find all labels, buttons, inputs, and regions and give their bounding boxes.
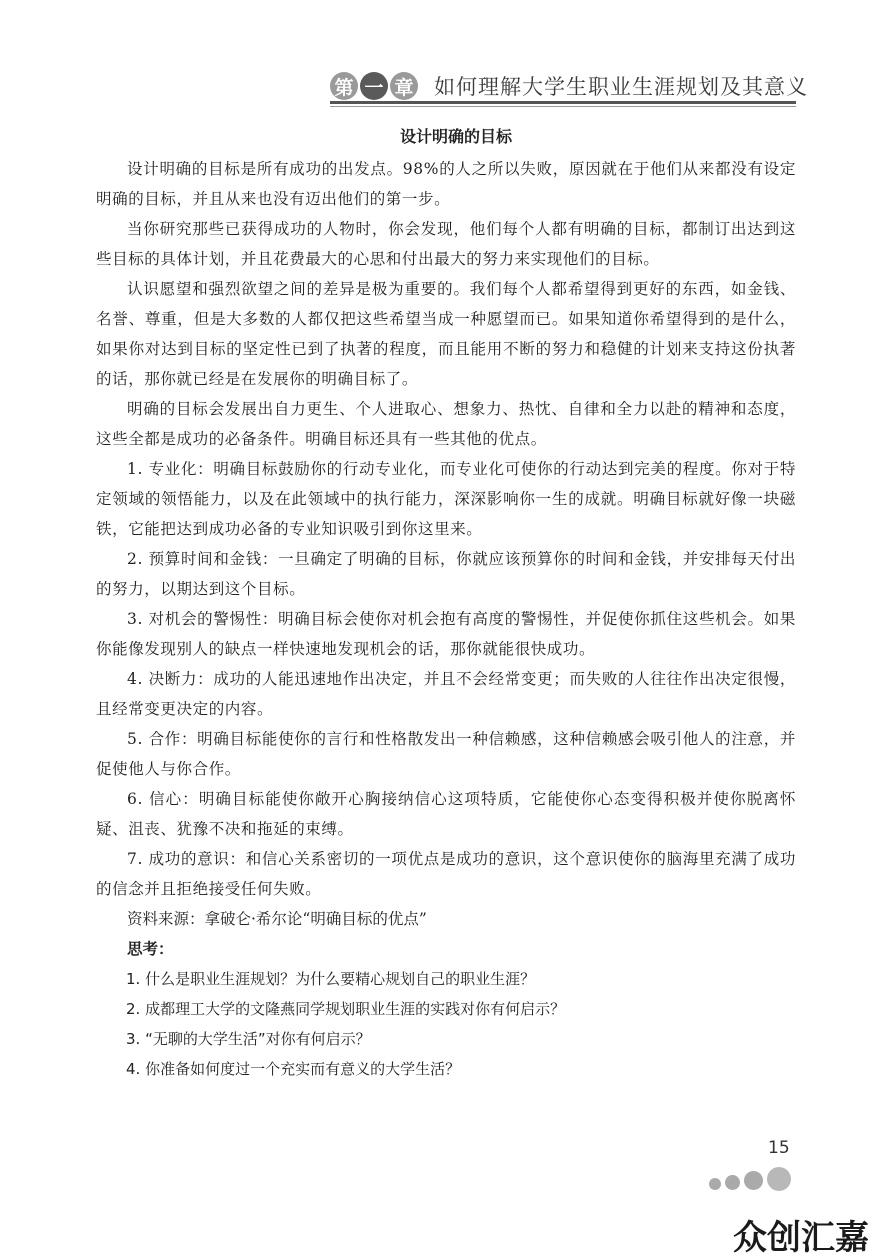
decorative-dots — [709, 1166, 799, 1194]
dot-decoration — [725, 1175, 740, 1190]
source-citation: 资料来源：拿破仑·希尔论“明确目标的优点” — [127, 910, 427, 928]
page-body — [96, 118, 796, 1084]
list-item: 5. 合作：明确目标能使你的言行和性格散发出一种信赖感，这种信赖感会吸引他人的注意，并促使他人与你合作。 — [96, 730, 796, 778]
question-item: 1. 什么是职业生涯规划？为什么要精心规划自己的职业生涯？ — [126, 970, 536, 988]
section-title: 设计明确的目标 — [399, 127, 512, 146]
list-item: 1. 专业化：明确目标鼓励你的行动专业化，而专业化可使你的行动达到完美的程度。你对于特定领域的领悟能力，以及在此领域中的执行能力，深深影响你一生的成就。明确目标就好像一块磁铁，它能把达到成功必备的专业知识吸引到你这里来。 — [96, 460, 796, 538]
paragraph: 认识愿望和强烈欲望之间的差异是极为重要的。我们每个人都希望得到更好的东西，如金钱、名誉、尊重，但是大多数的人都仅把这些希望当成一种愿望而已。如果知道你希望得到的是什么，如果你对达到目标的坚定性已到了执著的程度，而且能用不断的努力和稳健的计划来支持这份执著的话，那你就已经是在发展你的明确目标了。 — [96, 280, 796, 388]
dot-decoration — [744, 1171, 763, 1190]
paragraph: 明确的目标会发展出自力更生、个人进取心、想象力、热忱、自律和全力以赴的精神和态度，这些全都是成功的必备条件。明确目标还具有一些其他的优点。 — [96, 400, 796, 448]
chapter-char-di: 第 — [330, 72, 358, 100]
list-item: 3. 对机会的警惕性：明确目标会使你对机会抱有高度的警惕性，并促使你抓住这些机会。如果你能像发现别人的缺点一样快速地发现机会的话，那你就能很快成功。 — [96, 610, 796, 658]
watermark: 众创汇嘉 — [733, 1218, 869, 1258]
list-item: 4. 决断力：成功的人能迅速地作出决定，并且不会经常变更；而失败的人往往作出决定很慢，且经常变更决定的内容。 — [96, 670, 796, 718]
paragraph: 设计明确的目标是所有成功的出发点。98%的人之所以失败，原因就在于他们从来都没有设定明确的目标，并且从来也没有迈出他们的第一步。 — [96, 160, 796, 208]
page-number: 15 — [768, 1138, 790, 1158]
thinking-title: 思考： — [127, 940, 174, 958]
list-item: 2. 预算时间和金钱：一旦确定了明确的目标，你就应该预算你的时间和金钱，并安排每天付出的努力，以期达到这个目标。 — [96, 550, 796, 598]
paragraph: 当你研究那些已获得成功的人物时，你会发现，他们每个人都有明确的目标，都制订出达到这些目标的具体计划，并且花费最大的心思和付出最大的努力来实现他们的目标。 — [96, 220, 796, 268]
chapter-char-number: 一 — [360, 72, 388, 100]
question-item: 3. “无聊的大学生活”对你有何启示？ — [126, 1030, 371, 1048]
header-rule-thin — [330, 106, 796, 107]
chapter-mark — [330, 72, 420, 100]
chapter-title: 如何理解大学生职业生涯规划及其意义 — [434, 75, 808, 99]
chapter-char-zhang: 章 — [390, 72, 418, 100]
question-item: 2. 成都理工大学的文隆燕同学规划职业生涯的实践对你有何启示？ — [126, 1000, 566, 1018]
dot-decoration — [709, 1178, 721, 1190]
header-rule — [330, 101, 796, 104]
list-item: 6. 信心：明确目标能使你敞开心胸接纳信心这项特质，它能使你心态变得积极并使你脱离怀疑、沮丧、犹豫不决和拖延的束缚。 — [96, 790, 796, 838]
chapter-header — [330, 70, 808, 102]
list-item: 7. 成功的意识：和信心关系密切的一项优点是成功的意识，这个意识使你的脑海里充满了成功的信念并且拒绝接受任何失败。 — [96, 850, 796, 898]
dot-decoration — [767, 1167, 791, 1191]
question-item: 4. 你准备如何度过一个充实而有意义的大学生活？ — [126, 1060, 461, 1078]
